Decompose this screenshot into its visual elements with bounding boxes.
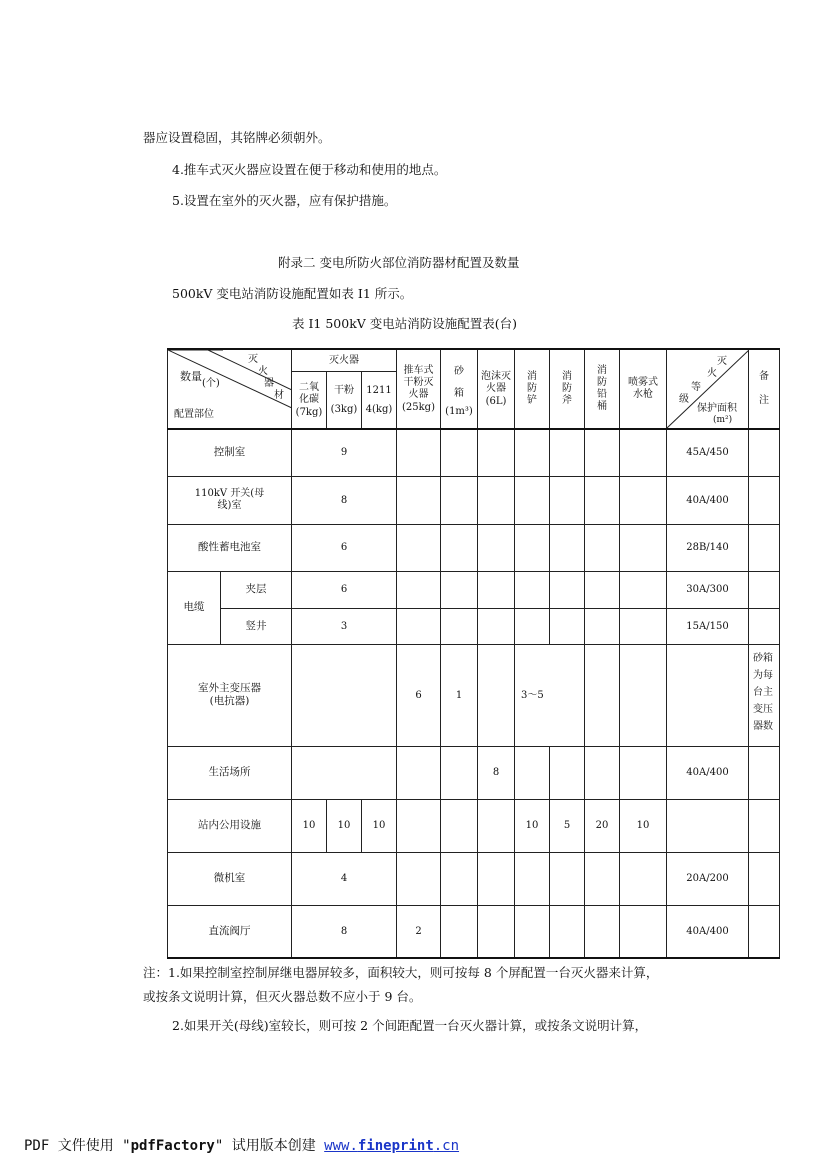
cart-header-name: 推车式干粉灭火器 bbox=[403, 364, 434, 400]
footer-product: pdfFactory bbox=[130, 1138, 215, 1154]
cart-header bbox=[397, 349, 441, 429]
co2-header: 二氧化碳 bbox=[299, 381, 319, 405]
corner-eq-4: 材 bbox=[274, 390, 284, 401]
extinguisher-count: 8 bbox=[292, 476, 397, 524]
corner-cell bbox=[168, 349, 292, 429]
fire-class-diagonal bbox=[667, 350, 749, 428]
corner-eq-1: 灭 bbox=[248, 354, 258, 365]
fineprint-link[interactable]: www.fineprint.cn bbox=[324, 1138, 460, 1154]
foam-header-name: 泡沫灭火器 bbox=[481, 370, 511, 394]
extinguisher-count: 8 bbox=[292, 905, 397, 958]
axe-count: 5 bbox=[550, 799, 585, 852]
co2-count: 10 bbox=[292, 799, 327, 852]
sand-count: 1 bbox=[441, 644, 478, 746]
table-title: 表 I1 500kV 变电站消防设施配置表(台) bbox=[292, 316, 518, 331]
table-header-row bbox=[168, 349, 780, 429]
powder-spec: (3kg) bbox=[330, 404, 358, 415]
extinguisher-group-label: 灭火器 bbox=[292, 350, 396, 372]
pdf-footer bbox=[24, 1135, 459, 1155]
row-location: 控制室 bbox=[168, 429, 292, 476]
co2-spec: (7kg) bbox=[295, 406, 323, 418]
remark-header-label: 备注 bbox=[759, 371, 769, 406]
row-location: 微机室 bbox=[168, 852, 292, 905]
footer-prefix: PDF 文件使用 " bbox=[24, 1138, 131, 1154]
fire-rating: 15A/150 bbox=[667, 608, 749, 644]
corner-eq-2: 火 bbox=[258, 366, 268, 377]
axe-header-label: 消防斧 bbox=[562, 371, 572, 406]
row-location: 竖井 bbox=[221, 608, 292, 644]
shovel-header-label: 消防铲 bbox=[527, 371, 537, 406]
extinguisher-count: 6 bbox=[292, 571, 397, 608]
row-location: 站内公用设施 bbox=[168, 799, 292, 852]
sand-header-spec: (1m³) bbox=[445, 405, 473, 417]
axe-header bbox=[550, 349, 585, 429]
paragraph-1: 器应设置稳固，其铭牌必须朝外。 bbox=[143, 130, 331, 145]
bucket-header-label: 消防铅桶 bbox=[597, 365, 607, 412]
fire-class-area: 保护面积 bbox=[697, 403, 737, 414]
hydrant-header bbox=[620, 349, 667, 429]
cart-header-spec: (25kg) bbox=[402, 401, 435, 413]
fire-rating: 40A/400 bbox=[667, 476, 749, 524]
bucket-header bbox=[585, 349, 620, 429]
cart-count: 6 bbox=[397, 644, 441, 746]
bucket-count: 20 bbox=[585, 799, 620, 852]
note-2: 2.如果开关(母线)室较长，则可按 2 个间距配置一台灭火器计算，或按条文说明计算， bbox=[172, 1018, 648, 1033]
appendix-title: 附录二 变电所防火部位消防器材配置及数量 bbox=[278, 255, 520, 270]
row-location bbox=[168, 644, 292, 746]
remark-cell: 砂箱为每台主变压器数 bbox=[749, 644, 780, 746]
powder-header: 干粉 bbox=[334, 385, 354, 396]
sand-header bbox=[441, 349, 478, 429]
table-row bbox=[168, 608, 780, 644]
fire-class-1: 灭 bbox=[717, 356, 727, 367]
shovel-count: 3～5 bbox=[515, 644, 585, 746]
table-row bbox=[168, 799, 780, 852]
table-row bbox=[168, 524, 780, 571]
fire-rating: 20A/200 bbox=[667, 852, 749, 905]
hydrant-count: 10 bbox=[620, 799, 667, 852]
hydrant-header-label: 喷雾式水枪 bbox=[628, 377, 658, 400]
table-row bbox=[168, 852, 780, 905]
note-1-line-1: 注：1.如果控制室控制屏继电器屏较多，面积较大，则可按每 8 个屏配置一台灭火器来计算， bbox=[143, 965, 659, 980]
remark-header bbox=[749, 349, 780, 429]
extinguisher-count: 9 bbox=[292, 429, 397, 476]
sand-header-name: 砂箱 bbox=[454, 365, 464, 399]
fire-rating: 45A/450 bbox=[667, 429, 749, 476]
row-location: 生活场所 bbox=[168, 746, 292, 799]
foam-header-spec: (6L) bbox=[485, 395, 507, 407]
table-row bbox=[168, 644, 780, 746]
corner-quantity-unit: (个) bbox=[202, 378, 220, 389]
row-location: 酸性蓄电池室 bbox=[168, 524, 292, 571]
corner-eq-3: 器 bbox=[264, 378, 274, 389]
fire-rating: 40A/400 bbox=[667, 905, 749, 958]
row-location: 直流阀厅 bbox=[168, 905, 292, 958]
fire-class-2: 火 bbox=[707, 368, 717, 379]
paragraph-2: 4.推车式灭火器应设置在便于移动和使用的地点。 bbox=[172, 162, 447, 177]
shovel-count: 10 bbox=[515, 799, 550, 852]
halon-header: 1211 bbox=[366, 385, 392, 396]
paragraph-3: 5.设置在室外的灭火器，应有保护措施。 bbox=[172, 193, 397, 208]
foam-count: 8 bbox=[478, 746, 515, 799]
powder-count: 10 bbox=[327, 799, 362, 852]
halon-count: 10 bbox=[362, 799, 397, 852]
corner-quantity: 数量 bbox=[180, 370, 202, 383]
table-row bbox=[168, 476, 780, 524]
fire-equipment-table bbox=[167, 348, 780, 959]
fire-class-4: 级 bbox=[679, 394, 689, 405]
fire-rating: 30A/300 bbox=[667, 571, 749, 608]
row-location: 夹层 bbox=[221, 571, 292, 608]
shovel-header bbox=[515, 349, 550, 429]
row-location: 110kV 开关(母线)室 bbox=[168, 476, 292, 524]
fire-class-header bbox=[667, 349, 749, 429]
cable-group-label: 电缆 bbox=[168, 571, 221, 644]
extinguisher-group-header bbox=[292, 349, 397, 429]
fire-class-3: 等 bbox=[691, 382, 701, 393]
extinguisher-count: 4 bbox=[292, 852, 397, 905]
extinguisher-count: 3 bbox=[292, 608, 397, 644]
footer-middle: " 试用版本创建 bbox=[214, 1138, 325, 1154]
reactor-label: (电抗器) bbox=[209, 695, 250, 707]
table-row bbox=[168, 429, 780, 476]
halon-spec: 4(kg) bbox=[365, 404, 393, 415]
fire-class-area-unit: (m²) bbox=[713, 415, 733, 425]
table-row bbox=[168, 746, 780, 799]
table-row bbox=[168, 905, 780, 958]
transformer-label: 室外主变压器 bbox=[198, 682, 261, 694]
intro-paragraph: 500kV 变电站消防设施配置如表 I1 所示。 bbox=[172, 286, 413, 301]
extinguisher-count: 6 bbox=[292, 524, 397, 571]
foam-header bbox=[478, 349, 515, 429]
fire-rating: 28B/140 bbox=[667, 524, 749, 571]
fire-rating: 40A/400 bbox=[667, 746, 749, 799]
table-row bbox=[168, 571, 780, 608]
cart-count: 2 bbox=[397, 905, 441, 958]
note-1-line-2: 或按条文说明计算，但灭火器总数不应小于 9 台。 bbox=[143, 989, 422, 1004]
corner-location: 配置部位 bbox=[174, 409, 214, 420]
